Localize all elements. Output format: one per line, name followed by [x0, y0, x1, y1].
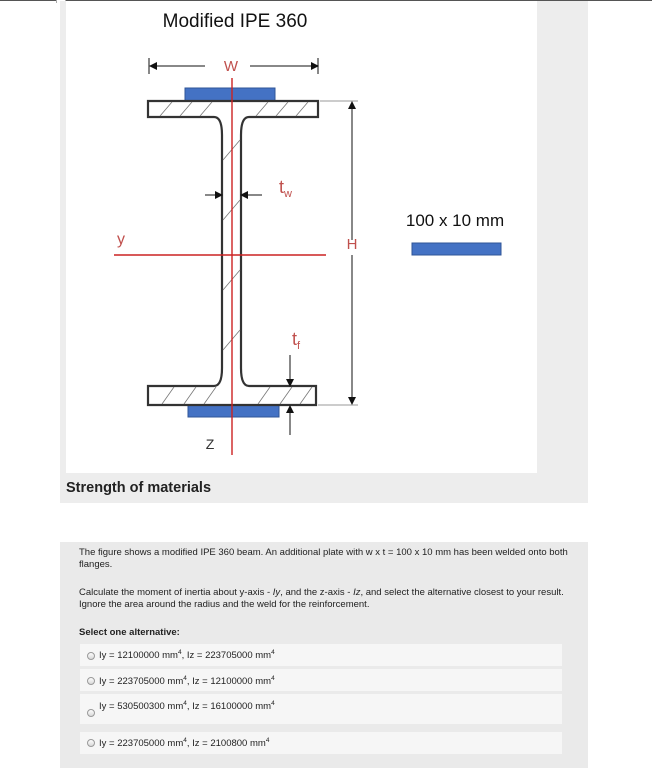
y-axis-label: y	[117, 231, 125, 248]
z-axis-label: Z	[205, 436, 215, 452]
height-label: H	[346, 236, 358, 253]
option-2-label[interactable]: Iy = 223705000 $mm^4$, Iz = 12100000 $mm^4$	[99, 674, 275, 687]
question-paragraph-1: The figure shows a modified IPE 360 beam. An additional plate with w x t = 100 x 10 mm has been welded onto both flanges.	[79, 547, 568, 570]
select-alternative-label: Select one alternative:	[79, 627, 180, 638]
option-1-label[interactable]: Iy = 12100000 $mm^4$, Iz = 223705000 $mm^4$	[99, 648, 275, 661]
question-category-caption: Strength of materials	[66, 480, 212, 496]
q2-text-a: Calculate the moment of inertia about y-axis -	[79, 587, 273, 598]
q2-text-b: , and the z-axis -	[280, 587, 354, 598]
tw-label: $t_w$	[279, 177, 292, 200]
figure-title: Modified IPE 360	[162, 11, 308, 32]
plate-size-note: 100 x 10 mm	[405, 211, 505, 230]
option-4-radio[interactable]	[87, 739, 95, 747]
option-2-radio[interactable]	[87, 677, 95, 685]
plate-legend-swatch	[412, 243, 501, 255]
option-1-radio[interactable]	[87, 652, 95, 660]
question-paragraph-2	[79, 587, 569, 611]
option-4-label[interactable]: Iy = 223705000 $mm^4$, Iz = 2100800 $mm^4$	[99, 736, 270, 749]
bottom-reinforcement-plate	[188, 405, 279, 417]
option-3-radio[interactable]	[87, 709, 95, 717]
q2-text-c: , and select the alternative closest to your result. Ignore the area around the radius and the weld for the reinforcement.	[79, 587, 564, 610]
ipe-section-outline	[148, 101, 318, 405]
tf-label: $t_f$	[292, 329, 301, 352]
option-3-label[interactable]: Iy = 530500300 $mm^4$, Iz = 16100000 $mm^4$	[99, 699, 275, 712]
iz-symbol: Iz	[353, 587, 361, 598]
width-label: W	[223, 58, 239, 75]
top-reinforcement-plate	[185, 88, 275, 101]
iy-symbol: Iy	[272, 587, 281, 598]
